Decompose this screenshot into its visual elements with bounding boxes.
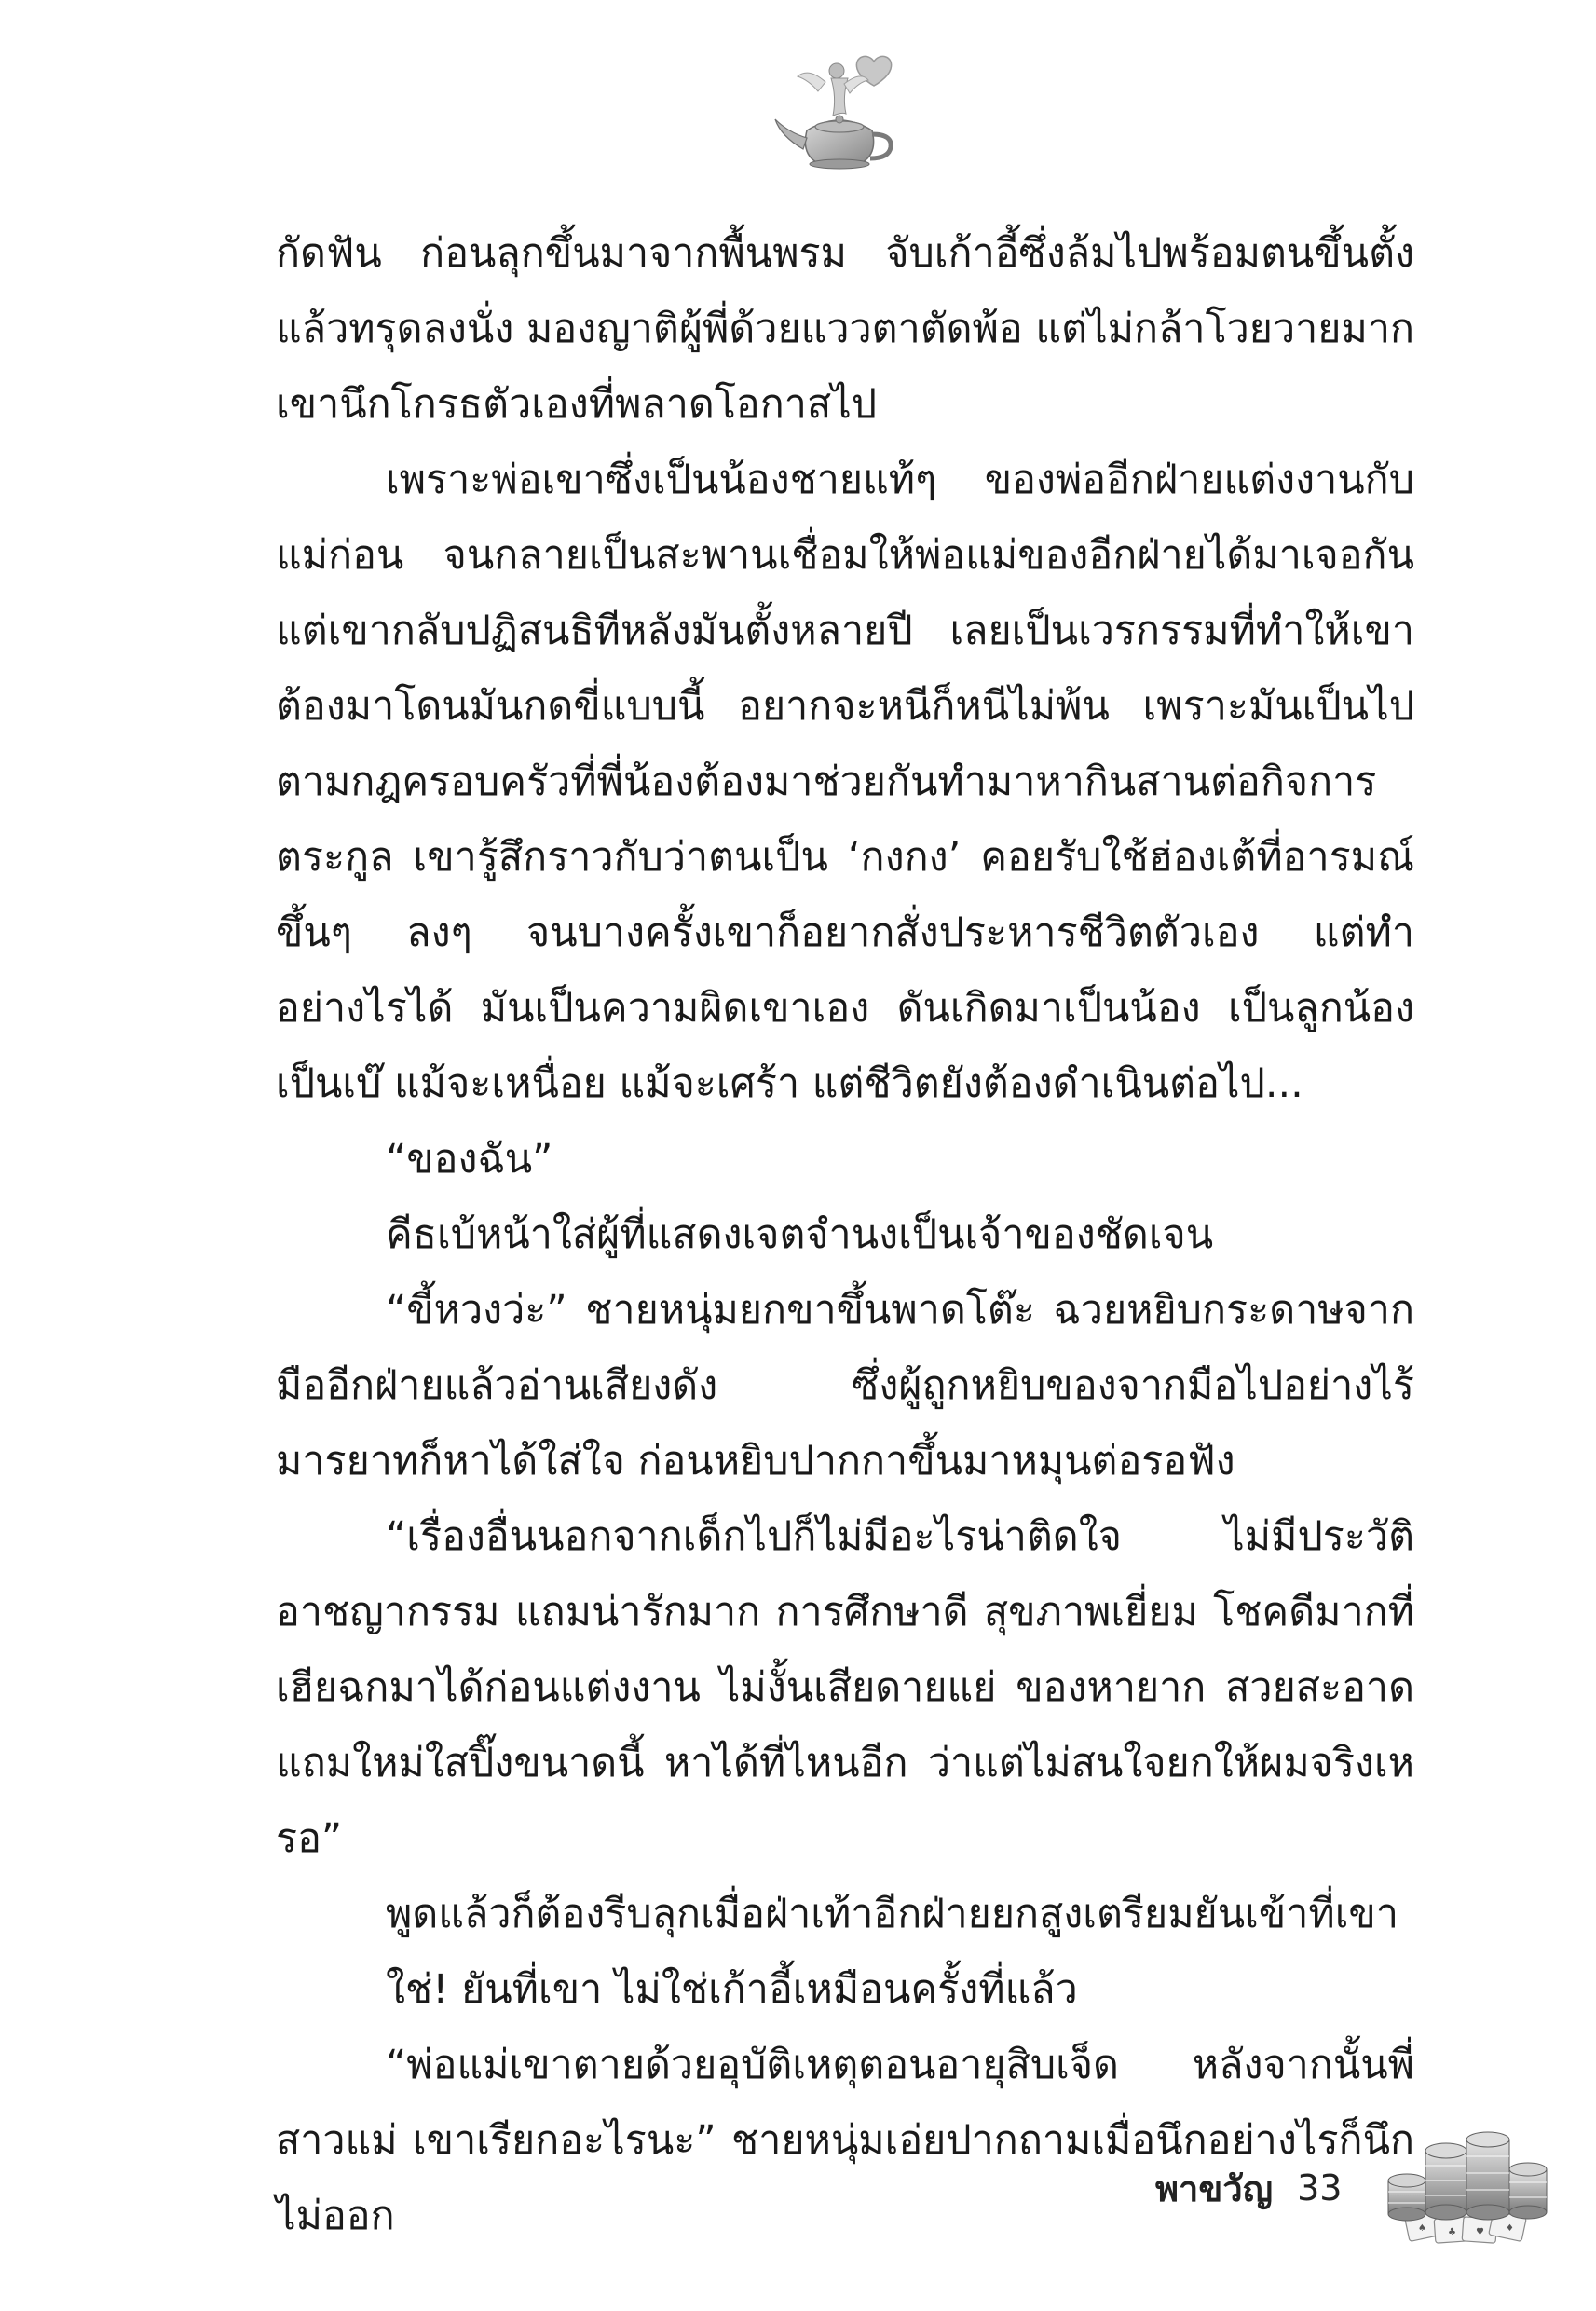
paragraph: “ขี้หวงว่ะ” ชายหนุ่มยกขาขึ้นพาดโต๊ะ ฉวยหยิบกระดาษจากมืออีกฝ่ายแล้วอ่านเสียงดัง ซึ่งผู้ถูกหยิบของจากมือไปอย่างไร้มารยาทก็หาได้ใส่ใจ ก่อนหยิบปากกาขึ้นมาหมุนต่อรอฟัง <box>276 1287 1414 1484</box>
paragraph: กัดฟัน ก่อนลุกขึ้นมาจากพื้นพรม จับเก้าอี้ซึ่งล้มไปพร้อมตนขึ้นตั้งแล้วทรุดลงนั่ง มองญาติผู้พี่ด้วยแววตาตัดพ้อ แต่ไม่กล้าโวยวายมาก เขานึกโกรธตัวเองที่พลาดโอกาสไป <box>276 230 1415 428</box>
svg-text:♥: ♥ <box>1476 2227 1484 2237</box>
teapot-fairy-ornament-icon <box>770 45 909 175</box>
svg-text:♦: ♦ <box>1506 2223 1514 2234</box>
poker-chips-cards-ornament-icon <box>1370 2113 1565 2253</box>
page-body <box>276 216 1414 2254</box>
paragraph: “พ่อแม่เขาตายด้วยอุบัติเหตุตอนอายุสิบเจ็ด หลังจากนั้นพี่สาวแม่ เขาเรียกอะไรนะ” ชายหนุ่มเอ่ยปากถามเมื่อนึกอย่างไรก็นึกไม่ออก <box>276 2042 1414 2239</box>
paragraph: เพราะพ่อเขาซึ่งเป็นน้องชายแท้ๆ ของพ่ออีกฝ่ายแต่งงานกับแม่ก่อน จนกลายเป็นสะพานเชื่อมให้พ่อแม่ของอีกฝ่ายได้มาเจอกัน แต่เขากลับปฏิสนธิทีหลังมันตั้งหลายปี เลยเป็นเวรกรรมที่ทำให้เขาต้องมาโดนมันกดขี่แบบนี้ อยากจะหนีก็หนีไม่พ้น เพราะมันเป็นไปตามกฎครอบครัวที่พี่น้องต้องมาช่วยกันทำมาหากินสานต่อกิจการตระกูล เขารู้สึกราวกับว่าตนเป็น ‘กงกง’ คอยรับใช้ฮ่องเต้ที่อารมณ์ขึ้นๆ ลงๆ จนบางครั้งเขาก็อยากสั่งประหารชีวิตตัวเอง แต่ทำอย่างไรได้ มันเป็นความผิดเขาเอง ดันเกิดมาเป็นน้อง เป็นลูกน้อง เป็นเบ๊ แม้จะเหนื่อย แม้จะเศร้า แต่ชีวิตยังต้องดำเนินต่อไป... <box>276 457 1414 1107</box>
page-number: 33 <box>1297 2167 1343 2208</box>
paragraph: ใช่! ยันที่เขา ไม่ใช่เก้าอี้เหมือนครั้งที่แล้ว <box>386 1966 1078 2013</box>
paragraph: พูดแล้วก็ต้องรีบลุกเมื่อฝ่าเท้าอีกฝ่ายยกสูงเตรียมยันเข้าที่เขา <box>386 1891 1398 1937</box>
page-footer <box>1155 2160 1342 2216</box>
paragraph: “เรื่องอื่นนอกจากเด็กไปก็ไม่มีอะไรน่าติดใจ ไม่มีประวัติอาชญากรรม แถมน่ารักมาก การศึกษาดี สุขภาพเยี่ยม โชคดีมากที่เฮียฉกมาได้ก่อนแต่งงาน ไม่งั้นเสียดายแย่ ของหายาก สวยสะอาด แถมใหม่ใสปิ๊งขนาดนี้ หาได้ที่ไหนอีก ว่าแต่ไม่สนใจยกให้ผมจริงเหรอ” <box>276 1513 1414 1862</box>
svg-text:♣: ♣ <box>1448 2227 1456 2237</box>
paragraph: คีธเบ้หน้าใส่ผู้ที่แสดงเจตจำนงเป็นเจ้าของชัดเจน <box>386 1211 1214 1258</box>
running-book-title: พาขวัญ <box>1155 2167 1274 2209</box>
paragraph: “ของฉัน” <box>386 1136 553 1183</box>
svg-text:♠: ♠ <box>1418 2223 1426 2234</box>
